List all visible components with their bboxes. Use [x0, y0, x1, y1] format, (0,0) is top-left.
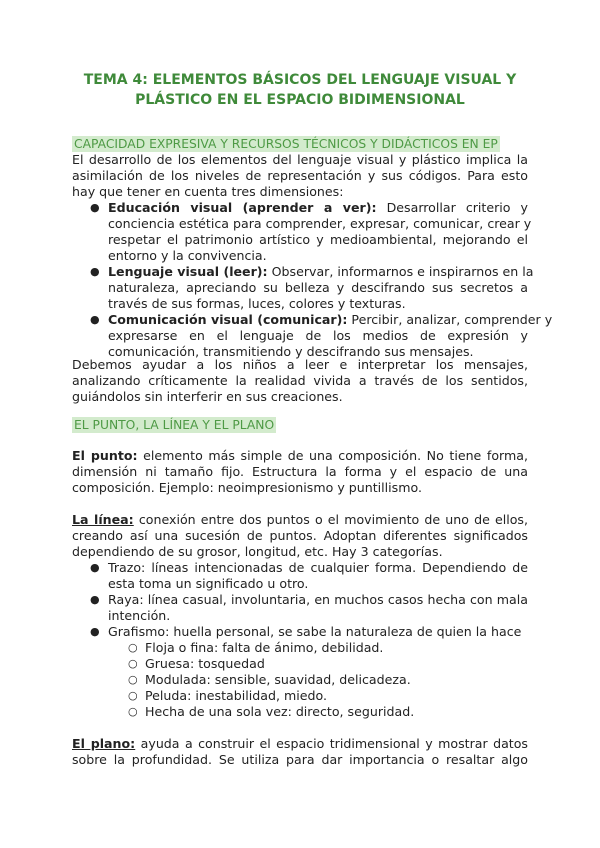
list-item-educacion-visual: [108, 200, 528, 216]
paragraph-linea: [72, 512, 528, 528]
list-item-text: Desarrollar criterio y: [376, 200, 529, 215]
list-item-text: Observar, informarnos e inspirarnos en la: [267, 264, 534, 279]
list-item-line: conciencia estética para comprender, expresar, comunicar, crear y: [108, 216, 532, 231]
title-line-2: PLÁSTICO EN EL ESPACIO BIDIMENSIONAL: [135, 92, 465, 108]
paragraph-line: analizando críticamente la realidad vivida a través de los sentidos,: [72, 373, 528, 388]
paragraph-line: creando así una sucesión de puntos. Adoptan diferentes significados: [72, 528, 528, 543]
title-line-1: TEMA 4: ELEMENTOS BÁSICOS DEL LENGUAJE VISUAL Y: [83, 72, 517, 88]
paragraph-line: guiándolos sin interferir en sus creaciones.: [72, 389, 343, 404]
term-el-punto: El punto:: [72, 448, 138, 463]
bullet-icon: ●: [90, 561, 100, 574]
paragraph-line: hay que tener en cuenta tres dimensiones:: [72, 184, 344, 199]
bullet-icon: ●: [90, 265, 100, 278]
sub-bullet-icon: ○: [128, 673, 138, 686]
term-el-plano: El plano:: [72, 736, 136, 751]
bullet-icon: ●: [90, 313, 100, 326]
paragraph-text: elemento más simple de una composición. No tiene forma,: [137, 448, 528, 463]
list-item-line: entorno y la convivencia.: [108, 248, 267, 263]
list-item-text: Percibir, analizar, comprender y: [347, 312, 553, 327]
paragraph-line: Debemos ayudar a los niños a leer e interpretar los mensajes,: [72, 357, 528, 372]
list-item-term: Comunicación visual (comunicar):: [108, 312, 348, 327]
sub-bullet-icon: ○: [128, 641, 138, 654]
sub-bullet-icon: ○: [128, 657, 138, 670]
paragraph-punto: [72, 448, 528, 464]
paragraph-line: composición. Ejemplo: neoimpresionismo y puntillismo.: [72, 480, 422, 495]
bullet-icon: ●: [90, 593, 100, 606]
list-item-comunicacion-visual: [108, 312, 553, 328]
paragraph-plano: [72, 736, 528, 752]
paragraph-line: dependiendo de su grosor, longitud, etc. Hay 3 categorías.: [72, 544, 443, 559]
bullet-icon: ●: [90, 201, 100, 214]
list-item-line: expresarse en el lenguaje de los medios de expresión y: [108, 328, 528, 343]
sub-bullet-icon: ○: [128, 705, 138, 718]
sub-list-item: Gruesa: tosquedad: [145, 656, 265, 671]
sub-bullet-icon: ○: [128, 689, 138, 702]
paragraph-line: asimilación de los niveles de representación y sus códigos. Para esto: [72, 168, 528, 183]
section-heading-punto-linea-plano: EL PUNTO, LA LÍNEA Y EL PLANO: [74, 418, 275, 432]
paragraph-text: ayuda a construir el espacio tridimensional y mostrar datos: [135, 736, 528, 751]
sub-list-item: Hecha de una sola vez: directo, seguridad.: [145, 704, 415, 719]
list-item-grafismo: Grafismo: huella personal, se sabe la naturaleza de quien la hace: [108, 624, 522, 639]
list-item-trazo: Trazo: líneas intencionadas de cualquier forma. Dependiendo de: [108, 560, 528, 575]
bullet-icon: ●: [90, 625, 100, 638]
term-la-linea: La línea:: [72, 512, 134, 527]
sub-list-item: Floja o fina: falta de ánimo, debilidad.: [145, 640, 384, 655]
list-item-lenguaje-visual: [108, 264, 534, 280]
paragraph-line: sobre la profundidad. Se utiliza para dar importancia o resaltar algo: [72, 752, 528, 767]
list-item-line: intención.: [108, 608, 171, 623]
sub-list-item: Peluda: inestabilidad, miedo.: [145, 688, 327, 703]
list-item-line: respetar el patrimonio artístico y medioambiental, mejorando el: [108, 232, 528, 247]
paragraph-text: conexión entre dos puntos o el movimiento de uno de ellos,: [133, 512, 528, 527]
list-item-line: esta toma un significado u otro.: [108, 576, 309, 591]
list-item-term: Educación visual (aprender a ver):: [108, 200, 377, 215]
list-item-raya: Raya: línea casual, involuntaria, en muchos casos hecha con mala: [108, 592, 528, 607]
section-heading-capacidad: CAPACIDAD EXPRESIVA Y RECURSOS TÉCNICOS Y DIDÁCTICOS EN EP: [74, 137, 498, 151]
sub-list-item: Modulada: sensible, suavidad, delicadeza.: [145, 672, 411, 687]
list-item-term: Lenguaje visual (leer):: [108, 264, 268, 279]
list-item-line: comunicación, transmitiendo y descifrando sus mensajes.: [108, 344, 474, 359]
paragraph-line: dimensión ni tamaño fijo. Estructura la forma y el espacio de una: [72, 464, 528, 479]
paragraph-line: El desarrollo de los elementos del lenguaje visual y plástico implica la: [72, 152, 528, 167]
list-item-line: naturaleza, apreciando su belleza y descifrando sus secretos a: [108, 280, 528, 295]
list-item-line: través de sus formas, luces, colores y texturas.: [108, 296, 406, 311]
page-title: [60, 70, 540, 110]
